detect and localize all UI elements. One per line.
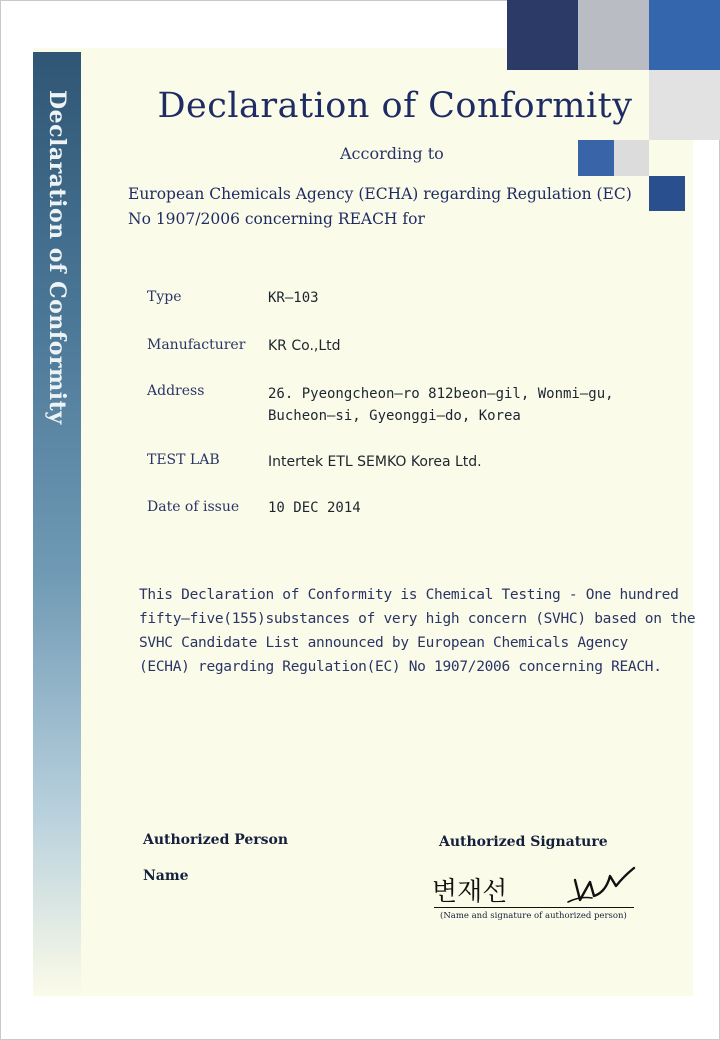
field-value-test-lab: Intertek ETL SEMKO Korea Ltd.	[268, 454, 482, 470]
document-subtitle: According to	[340, 144, 444, 163]
signature-name-text: 변재선	[432, 877, 508, 907]
side-title: Declaration of Conformity	[44, 90, 70, 425]
field-value-address-2: Bucheon–si, Gyeonggi–do, Korea	[268, 408, 521, 424]
paragraph-line-3: SVHC Candidate List announced by European Chemicals Agency	[139, 635, 628, 651]
intro-line-1: European Chemicals Agency (ECHA) regarding Regulation (EC)	[128, 185, 632, 203]
field-value-manufacturer: KR Co.,Ltd	[268, 338, 341, 354]
field-value-type: KR–103	[268, 290, 319, 306]
deco-square-navy	[507, 0, 578, 70]
signature-note: (Name and signature of authorized person)	[440, 911, 627, 921]
field-label-address: Address	[147, 383, 205, 399]
handwritten-signature	[430, 862, 640, 912]
field-label-test-lab: TEST LAB	[147, 452, 220, 468]
signature-underline	[434, 906, 634, 909]
authorized-signature-label: Authorized Signature	[439, 834, 608, 850]
deco-square-blue	[649, 0, 720, 70]
field-label-manufacturer: Manufacturer	[147, 337, 246, 353]
paragraph-line-2: fifty–five(155)substances of very high concern (SVHC) based on the	[139, 611, 696, 627]
deco-square-navy-small	[649, 176, 685, 211]
deco-square-blue-small	[578, 140, 614, 176]
paragraph-line-1: This Declaration of Conformity is Chemical Testing - One hundred	[139, 587, 679, 603]
field-label-type: Type	[147, 289, 182, 305]
document-title: Declaration of Conformity	[157, 86, 633, 126]
field-label-date: Date of issue	[147, 499, 240, 515]
field-value-address-1: 26. Pyeongcheon–ro 812beon–gil, Wonmi–gu,	[268, 386, 614, 402]
deco-square-light-small	[614, 140, 649, 176]
field-value-date: 10 DEC 2014	[268, 500, 361, 516]
name-label: Name	[143, 868, 189, 884]
paragraph-line-4: (ECHA) regarding Regulation(EC) No 1907/2006 concerning REACH.	[139, 659, 662, 675]
authorized-person-label: Authorized Person	[143, 832, 289, 848]
intro-line-2: No 1907/2006 concerning REACH for	[128, 210, 425, 228]
deco-square-gray	[578, 0, 649, 70]
